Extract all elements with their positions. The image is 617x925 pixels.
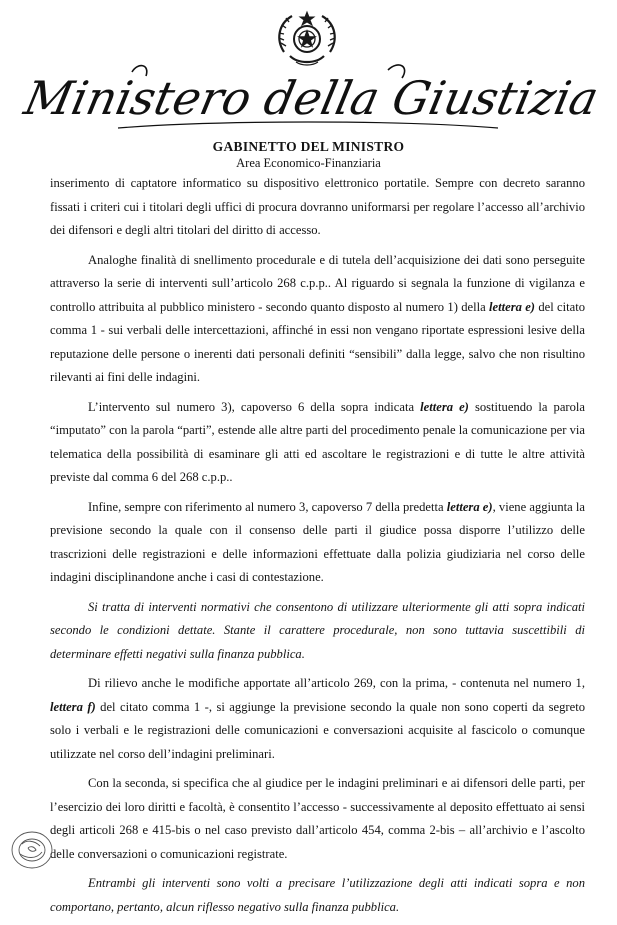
office-area: Area Economico-Finanziaria [236, 156, 381, 170]
paragraph-text: del citato comma 1 -, si aggiunge la previsione secondo la quale non sono coperti da segreto solo i verbali e le registrazioni delle comunicazioni e conversazioni acquisite al fascicolo o comunque utilizzate nel corso dell’indagini preliminari. [50, 699, 585, 761]
paragraph-text: Si tratta di interventi normativi che consentono di utilizzare ulteriormente gli atti sopra indicati secondo le condizioni dettate. Stante il carattere procedurale, non sono tuttavia suscettibili di determinare effetti negativi sulla finanza pubblica. [50, 599, 585, 661]
paragraph [50, 672, 585, 766]
logo-script-text: Ministero della Giustizia [19, 71, 604, 125]
reference-emphasis: lettera f) [50, 699, 96, 714]
paragraph-text: del citato comma 1 - sui verbali delle intercettazioni, affinché in essi non vengano riportate espressioni lesive della reputazione delle persone o inerenti dati personali definiti “sensibili” dalla legge, salvo che non risultino rilevanti ai fini delle indagini. [50, 299, 586, 384]
reference-emphasis: lettera e) [489, 299, 536, 314]
paragraph [50, 872, 585, 919]
paragraph-text: Con la seconda, si specifica che al giudice per le indagini preliminari e ai difensori delle parti, per l’esercizio dei loro diritti e facoltà, è consentito l’accesso - successivamente al deposito effettuato ai sensi degli articoli 268 e 415-bis o nel caso previsto dall’articolo 454, comma 2-bis – all’archivio e l’ascolto delle conversazioni o comunicazioni registrate. [50, 776, 585, 861]
paragraph-text: Infine, sempre con riferimento al numero 3, capoverso 7 della predetta [88, 499, 447, 514]
paragraph-text: Analoghe finalità di snellimento procedurale e di tutela dell’acquisizione dei dati sono perseguite attraverso la serie di interventi sull’articolo 268 c.p.p.. Al riguardo si segnala la funzione di vigilanza e controllo attribuita al pubblico ministero - secondo quanto disposto al numero 1) della [50, 252, 585, 314]
paragraph [50, 772, 585, 866]
paragraph-text: inserimento di captatore informatico su dispositivo elettronico portatile. Sempre con decreto saranno fissati i criteri cui i titolari degli uffici di procura dovranno uniformarsi per regolare l’accesso all’archivio dei difensori e degli altri titolari del diritto di accesso. [50, 176, 585, 237]
reference-emphasis: lettera e) [446, 499, 493, 514]
paragraph [50, 596, 585, 667]
paragraph-text: , viene aggiunta la previsione secondo la quale con il consenso delle parti il giudice possa disporre l’utilizzo delle trascrizioni delle registrazioni e delle informazioni effettuate dalla polizia giudiziaria nel corso delle indagini disciplinandone anche i casi di contestazione. [50, 499, 585, 584]
stamp-mark-icon [8, 828, 56, 872]
office-title: GABINETTO DEL MINISTRO [212, 139, 405, 154]
paragraph-text: L’intervento sul numero 3), capoverso 6 della sopra indicata [88, 399, 421, 414]
paragraph [50, 172, 585, 243]
reference-emphasis: lettera e) [420, 399, 469, 414]
document-body [50, 172, 585, 925]
paragraph [50, 496, 585, 590]
paragraph-text: Di rilievo anche le modifiche apportate all’articolo 269, con la prima, - contenuta nel numero 1, [88, 676, 585, 690]
paragraph [50, 396, 585, 490]
paragraph-text: sostituendo la parola “imputato” con la parola “parti”, estende alle altre parti del procedimento penale la comunicazione per via telematica della possibilità di esaminare gli atti ed ascoltare le registrazioni e di tutte le altre attività previste dal comma 6 del 268 c.p.p.. [50, 399, 586, 484]
paragraph [50, 249, 585, 390]
ministry-logo-script [19, 58, 604, 138]
paragraph-text: Entrambi gli interventi sono volti a precisare l’utilizzazione degli atti indicati sopra e non comportano, pertanto, alcun riflesso negativo sulla finanza pubblica. [50, 876, 585, 914]
